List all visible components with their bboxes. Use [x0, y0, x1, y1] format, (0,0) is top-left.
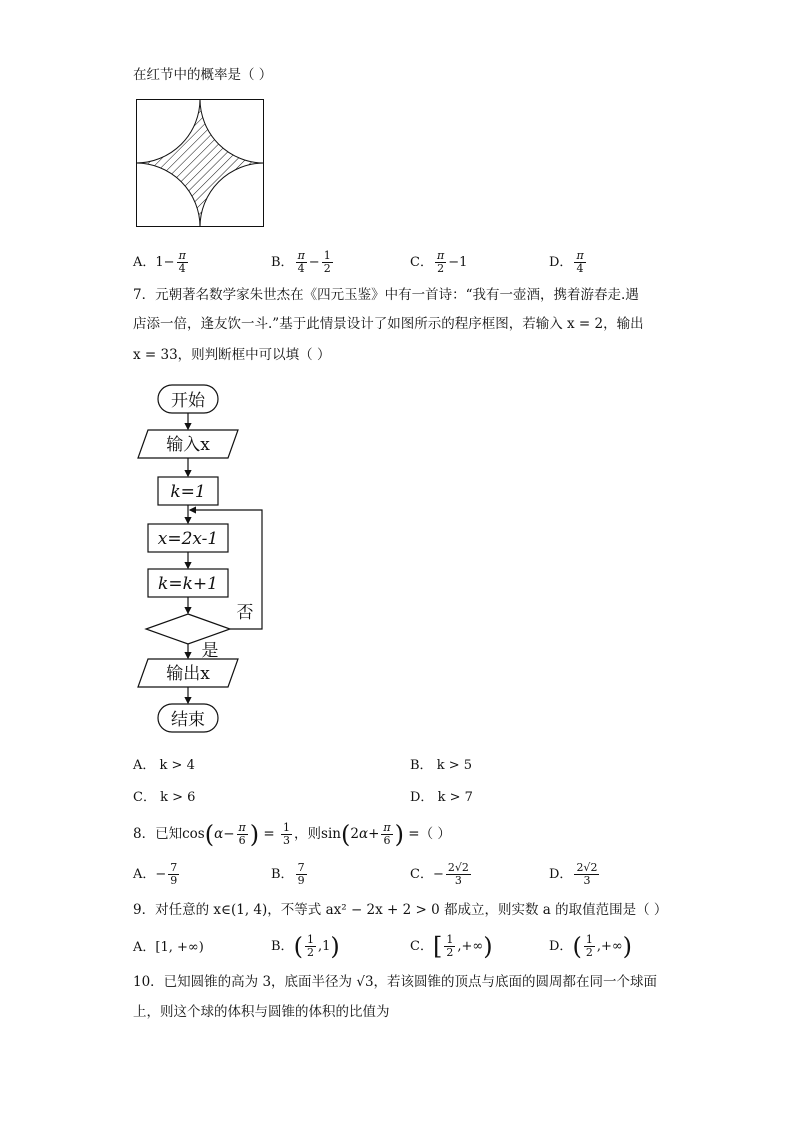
q8-option-a: A．− $\frac{7}{9}$	[133, 861, 178, 887]
q9-option-a: A．[1, +∞)	[133, 940, 204, 955]
q7-stem-line3: x = 33，则判断框中可以填（ ）	[133, 347, 331, 363]
q9-option-c: C．[ $\frac{1}{2}$ ,+∞)	[410, 932, 493, 961]
q8-option-d: D． $\frac{2√2}{3}$	[549, 861, 598, 887]
flow-no-label: 否	[236, 603, 254, 623]
q8-option-b: B． $\frac{7}{9}$	[271, 861, 305, 887]
q9-option-b: B．( $\frac{1}{2}$ ,1)	[271, 932, 340, 961]
q9-option-d: D．( $\frac{1}{2}$ ,+∞)	[549, 932, 633, 961]
flow-start-label: 开始	[171, 391, 205, 411]
flow-init-label: k=1	[170, 482, 206, 502]
q6-option-c: C． $\frac{\pi}{2}$ −1	[410, 249, 468, 275]
q6-option-a: A．1− $\frac{\pi}{4}$	[133, 249, 186, 275]
q10-stem-line2: 上，则这个球的体积与圆锥的体积的比值为	[133, 1004, 390, 1020]
q10-stem-line1: 10．已知圆锥的高为 3，底面半径为 √3，若该圆锥的顶点与底面的圆周都在同一个球面	[133, 974, 658, 990]
q7-option-d: D． k > 7	[410, 790, 473, 805]
flow-decision-box	[146, 614, 230, 644]
q7-option-c: C． k > 6	[133, 790, 196, 805]
flow-input-label: 输入x	[166, 435, 210, 455]
q7-option-b: B． k > 5	[410, 758, 473, 773]
q8-option-c: C．− $\frac{2√2}{3}$	[410, 861, 469, 887]
q6-option-b: B． $\frac{\pi}{4}$ − $\frac{1}{2}$	[271, 249, 331, 275]
q7-stem-line2: 店添一倍，逢友饮一斗.”基于此情景设计了如图所示的程序框图，若输入 x = 2，输出	[133, 316, 644, 332]
q7-option-a: A． k > 4	[133, 758, 195, 773]
flow-output-label: 输出x	[166, 664, 210, 684]
q7-stem-line1: 7．元朝著名数学家朱世杰在《四元玉鉴》中有一首诗：“我有一壶酒，携着游春走.遇	[133, 287, 639, 303]
q6-option-d: D． $\frac{\pi}{4}$	[549, 249, 584, 275]
q7-flowchart	[130, 380, 270, 740]
q6-star-figure	[136, 99, 264, 227]
q9-stem: 9．对任意的 x∈(1, 4)，不等式 ax² − 2x + 2 > 0 都成立，则实数 a 的取值范围是（ ）	[133, 902, 668, 918]
flow-end-label: 结束	[171, 710, 205, 730]
q6-tail-text: 在红节中的概率是（ ）	[133, 67, 273, 83]
flow-update-k-label: k=k+1	[158, 574, 218, 594]
flow-update-x-label: x=2x-1	[157, 529, 219, 549]
flow-yes-label: 是	[201, 641, 219, 661]
q8-stem: 8．已知cos(α− $\frac{\pi}{6}$ ) = $\frac{1}{3}$ ，则sin(2α+ $\frac{\pi}{6}$ ) =（ ）	[133, 820, 451, 849]
